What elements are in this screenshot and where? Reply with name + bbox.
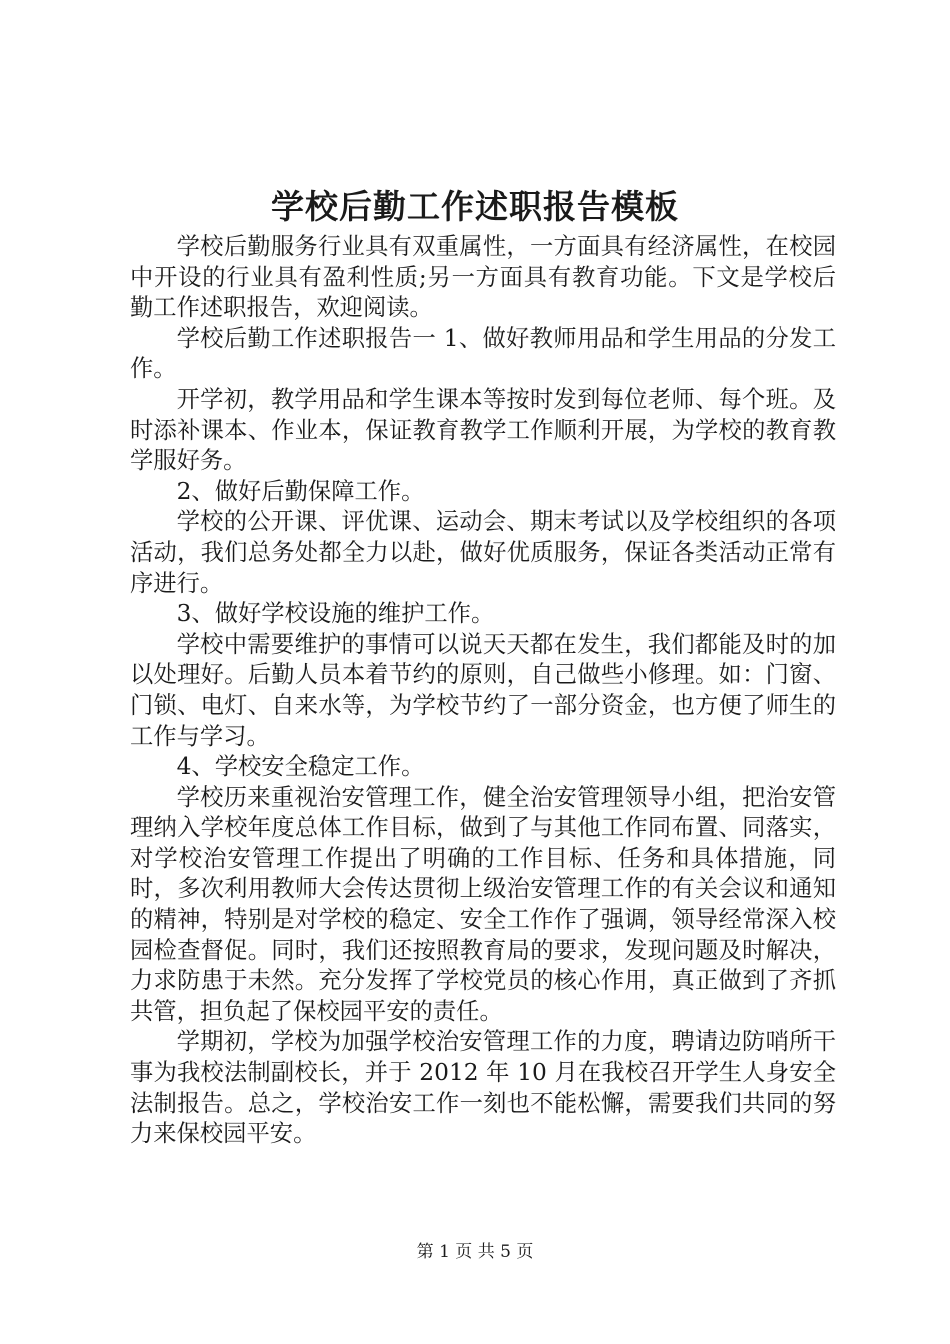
paragraph: 学校后勤工作述职报告一 1、做好教师用品和学生用品的分发工作。 — [130, 324, 836, 383]
paragraph: 学期初，学校为加强学校治安管理工作的力度，聘请边防哨所干事为我校法制副校长，并于 2012 年 10 月在我校召开学生人身安全法制报告。总之，学校治安工作一刻也不能松懈，需要我们共同的努力来保校园平安。 — [130, 1028, 836, 1148]
document-title: 学校后勤工作述职报告模板 — [271, 187, 679, 226]
section-heading: 2、做好后勤保障工作。 — [176, 477, 425, 505]
section-heading: 4、学校安全稳定工作。 — [176, 753, 425, 781]
paragraph: 学校中需要维护的事情可以说天天都在发生，我们都能及时的加以处理好。后勤人员本着节约的原则，自己做些小修理。如：门窗、门锁、电灯、自来水等，为学校节约了一部分资金，也方便了师生的工作与学习。 — [130, 630, 836, 750]
paragraph: 开学初，教学用品和学生课本等按时发到每位老师、每个班。及时添补课本、作业本，保证教育教学工作顺利开展，为学校的教育教学服好务。 — [130, 385, 836, 475]
section-heading: 3、做好学校设施的维护工作。 — [176, 600, 495, 628]
page-number-footer: 第 1 页 共 5 页 — [416, 1242, 534, 1262]
paragraph: 学校历来重视治安管理工作，健全治安管理领导小组，把治安管理纳入学校年度总体工作目标，做到了与其他工作同布置、同落实，对学校治安管理工作提出了明确的工作目标、任务和具体措施，同时，多次利用教师大会传达贯彻上级治安管理工作的有关会议和通知的精神，特别是对学校的稳定、安全工作作了强调，领导经常深入校园检查督促。同时，我们还按照教育局的要求，发现问题及时解决，力求防患于未然。充分发挥了学校党员的核心作用，真正做到了齐抓共管，担负起了保校园平安的责任。 — [130, 783, 836, 1025]
document-body — [130, 232, 836, 1150]
paragraph: 学校后勤服务行业具有双重属性，一方面具有经济属性，在校园中开设的行业具有盈利性质;另一方面具有教育功能。下文是学校后勤工作述职报告，欢迎阅读。 — [130, 233, 836, 322]
paragraph: 学校的公开课、评优课、运动会、期末考试以及学校组织的各项活动，我们总务处都全力以赴，做好优质服务，保证各类活动正常有序进行。 — [130, 508, 836, 597]
